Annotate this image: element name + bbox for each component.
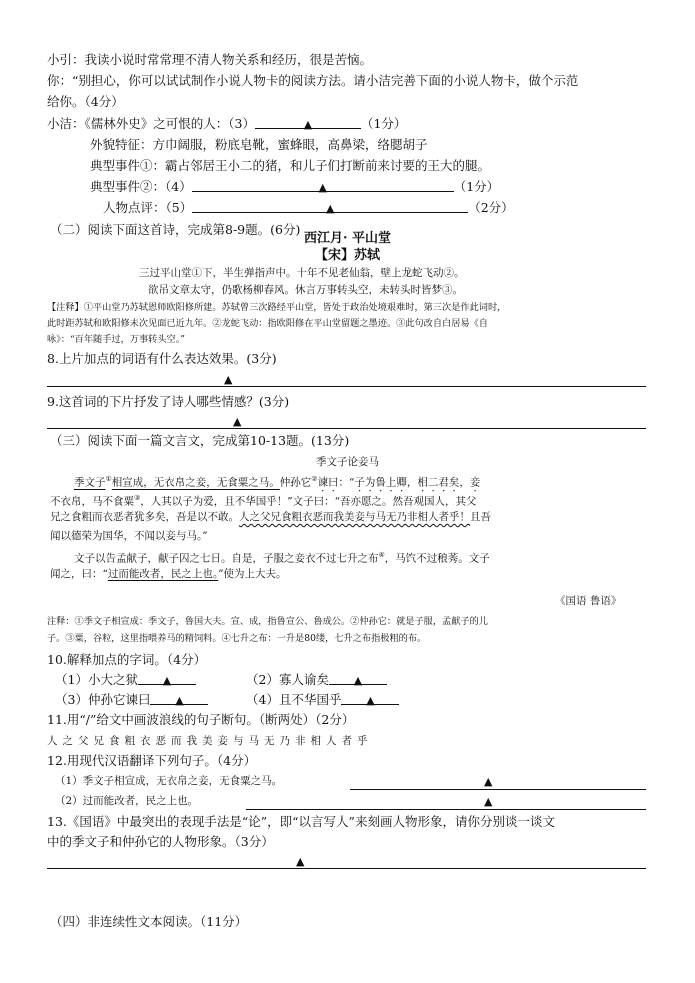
question-9: 9.这首词的下片抒发了诗人哪些情感？(3分) — [47, 394, 290, 409]
prose-line-2 — [50, 491, 477, 509]
answer-line-12-2[interactable] — [246, 809, 646, 810]
answer-line-13[interactable] — [47, 868, 646, 869]
q10-prompt: （1）小大之狱 — [55, 672, 138, 687]
comment-line — [103, 200, 514, 216]
xiaoyin-line: 小引：我读小说时常常理不清人物关系和经历，很是苦恼。 — [47, 52, 373, 67]
wavy-sentence: 人之父兄食粗衣恶而我美妾与马无乃非相人者乎！ — [239, 511, 470, 523]
prose-underlined-2: 过而能改者，民之上也。 — [107, 568, 219, 580]
triangle-marker-icon: ▲ — [296, 855, 305, 868]
comment-score: （2分） — [468, 200, 514, 215]
ni-line-1: 你：“别担心，你可以试试制作小说人物卡的阅读方法。请小洁完善下面的小说人物卡，做个示范 — [47, 73, 579, 88]
q10-item-2 — [246, 672, 387, 688]
question-8: 8.上片加点的词语有什么表达效果。(3分) — [47, 351, 277, 366]
answer-blank-10-4[interactable] — [341, 692, 399, 705]
note-ref-4: ④ — [378, 551, 385, 559]
section3-heading: （三）阅读下面一篇文言文，完成第10-13题。(13分) — [50, 433, 350, 448]
prose-text: ，人其以子为爱，且不华国乎！”文子曰：“吾亦愿之。然吾观国人，其父 — [140, 495, 477, 508]
answer-blank-10-3[interactable] — [150, 692, 208, 705]
question-13-line-1: 13.《国语》中最突出的表现手法是“论”，即“以言写人”来刻画人物形象，请你分别谈一谈文 — [47, 814, 555, 829]
triangle-marker-icon: ▲ — [325, 202, 335, 215]
ni-line-2: 给你。（4分） — [47, 94, 124, 109]
q10-prompt: （4）且不华国乎 — [246, 692, 342, 707]
prose-name-zhongsunta: 仲孙它 — [279, 476, 312, 489]
triangle-marker-icon: ▲ — [366, 694, 375, 707]
answer-blank-5[interactable] — [192, 200, 468, 213]
poem-line-1: 三过平山堂①下，半生弹指声中。十年不见老仙翁，壁上龙蛇飞动②。 — [139, 267, 465, 279]
answer-blank-10-2[interactable] — [329, 672, 387, 685]
prose-line-3 — [50, 510, 491, 524]
triangle-marker-icon: ▲ — [318, 181, 327, 194]
note-ref-1: ① — [105, 475, 112, 483]
poem-note-3: 咏》：“百年随手过，万事转头空。” — [47, 334, 186, 345]
comment-prefix: 人物点评：（5） — [103, 200, 193, 215]
prose-line-4: 闻以德荣为国华，不闻以妾与马。” — [50, 530, 208, 542]
triangle-marker-icon: ▲ — [233, 415, 242, 428]
note-ref-3: ③ — [134, 494, 141, 502]
triangle-marker-icon: ▲ — [303, 118, 313, 131]
triangle-marker-icon: ▲ — [224, 373, 233, 386]
appearance-line: 外貌特征：方巾阔服，粉底皂靴，蜜蜂眼，高鼻梁，络腮胡子 — [90, 137, 428, 152]
xiaojie-score: （1分） — [360, 116, 407, 131]
poem-note-2: 此时距苏轼和欧阳修未次见面已近九年。②龙蛇飞动：指欧阳修在平山堂留题之墨迹。③此句改自白居易《自 — [47, 318, 488, 329]
q10-item-4 — [246, 692, 399, 708]
event2-line — [90, 179, 499, 195]
xiaojie-prefix: 小洁：《儒林外史》之可恨的人：（3） — [47, 116, 255, 131]
question-11: 11.用“/”给文中画波浪线的句子断句。（断两处）（2分） — [47, 712, 355, 727]
q10-item-3 — [55, 692, 208, 708]
event1-line: 典型事件①：霸占邻居王小二的猪，和儿子们打断前来讨要的王大的腿。 — [90, 158, 491, 173]
question-10: 10.解释加点的字词。（4分） — [47, 652, 207, 667]
prose-text: ，马饩不过稂莠。文子 — [384, 552, 490, 565]
prose-text: 且吾 — [470, 511, 491, 523]
prose-title: 季文子论妾马 — [316, 456, 379, 468]
prose-text: 谏曰：“子为鲁上卿，相二君矣，妾 — [317, 476, 481, 489]
triangle-marker-icon: ▲ — [484, 775, 493, 788]
answer-blank-3[interactable] — [255, 116, 361, 129]
section2-heading: （二）阅读下面这首诗，完成第8-9题。(6分) — [50, 222, 301, 237]
prose-note-1: 注释：①季文子相宣成：季文子，鲁国大夫。宣、成，指鲁宣公、鲁成公。②仲孙它：就是子服，孟献子的儿 — [47, 616, 488, 627]
q10-item-1 — [55, 672, 196, 688]
question-12: 12.用现代汉语翻译下列句子。（4分） — [47, 753, 257, 768]
event2-score: （1分） — [453, 179, 500, 194]
event2-prefix: 典型事件②：（4） — [90, 179, 192, 194]
prose-line-6 — [50, 567, 287, 581]
answer-line-8[interactable] — [47, 386, 646, 387]
prose-text: 不衣帛，马不食粟 — [50, 495, 134, 508]
poem-line-2: 欲吊文章太守，仍歌杨柳春风。休言万事转头空，未转头时皆梦③。 — [148, 284, 463, 296]
prose-text: ”使为上大夫。 — [218, 568, 287, 580]
prose-note-2: 子。③粟，谷粒，这里指喂养马的精饲料。④七升之布：一升是80缕，七升之布指极粗的布。 — [47, 633, 427, 644]
prose-name-jiwenzi: 季文子 — [74, 476, 106, 489]
prose-source: 《国语 鲁语》 — [555, 595, 622, 607]
answer-blank-4[interactable] — [192, 179, 454, 192]
section4-heading: （四）非连续性文本阅读。（11分） — [50, 914, 248, 929]
triangle-marker-icon: ▲ — [162, 674, 172, 687]
q11-sentence[interactable]: 人之父兄食粗衣恶而我美妾与马无乃非相人者乎 — [47, 735, 373, 747]
prose-text: 兄之食粗而衣恶者犹多矣，吾是以不敢。 — [50, 511, 239, 523]
q12-item-1: （1）季文子相宣成，无衣帛之妾，无食粟之马。 — [55, 775, 283, 787]
poem-author: 【宋】苏轼 — [314, 248, 380, 263]
q10-prompt: （3）仲孙它谏曰 — [55, 692, 151, 707]
prose-text: 文子以告孟献子，献子囚之七日。自是，子服之妾衣不过七升之布 — [74, 552, 379, 565]
triangle-marker-icon: ▲ — [353, 674, 363, 687]
note-ref-2: ② — [311, 475, 318, 483]
xiaojie-line — [47, 116, 406, 132]
triangle-marker-icon: ▲ — [175, 694, 184, 707]
q12-item-2: （2）过而能改者，民之上也。 — [55, 795, 199, 807]
triangle-marker-icon: ▲ — [484, 795, 493, 808]
prose-line-5 — [74, 548, 490, 566]
poem-note-1: 【注释】①平山堂乃苏轼恩师欧阳修所建。苏轼曾三次路经平山堂，皆处于政治处境艰难时，第三次是作此词时， — [47, 302, 507, 313]
question-13-line-2: 中的季文子和仲孙它的人物形象。（3分） — [47, 834, 274, 849]
answer-blank-10-1[interactable] — [138, 672, 196, 685]
prose-text: 闻之，曰：“ — [50, 568, 108, 580]
answer-line-9[interactable] — [47, 428, 646, 429]
prose-underlined-1: 相宣成，无衣帛之妾，无食粟之马。 — [111, 476, 280, 489]
answer-line-12-1[interactable] — [350, 789, 646, 790]
poem-title: 西江月· 平山堂 — [303, 231, 392, 246]
q10-prompt: （2）寡人谕矣 — [246, 672, 329, 687]
